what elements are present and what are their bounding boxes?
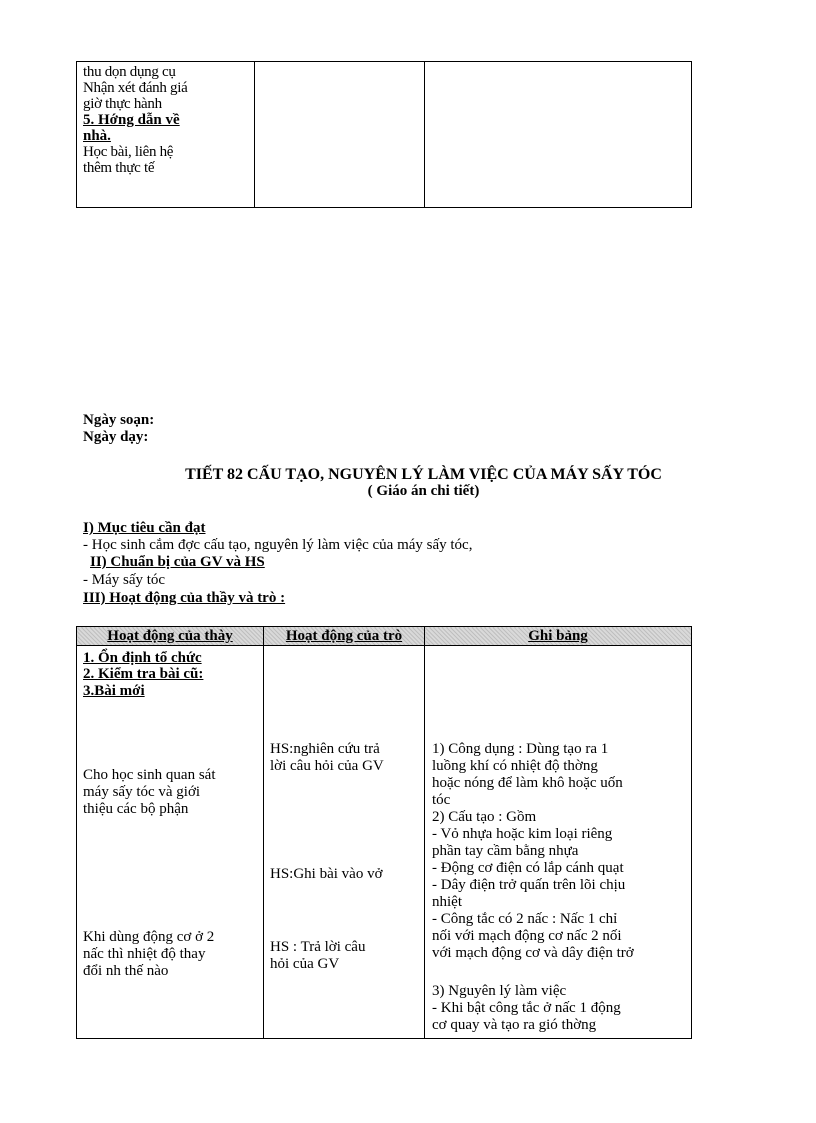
text-line: thu dọn dụng cụ (83, 64, 176, 80)
date-taught-label: Ngày dạy: (83, 429, 149, 445)
section-1-text: - Học sinh cắm đợc cấu tạo, nguyên lý làm việc của máy sấy tóc, (83, 537, 473, 553)
text-line: thêm thực tế (83, 160, 155, 176)
teacher-text-line: nấc thì nhiệt độ thay (83, 946, 206, 962)
continuation-col-student (255, 62, 425, 208)
teacher-text-line: Khi dùng động cơ ở 2 (83, 929, 215, 945)
section-2-heading: II) Chuẩn bị của GV và HS (90, 554, 265, 570)
student-text-line: HS:Ghi bài vào vở (270, 866, 383, 882)
lesson-subtitle: ( Giáo án chi tiết) (367, 483, 480, 499)
board-text-line: với mạch động cơ và dây điện trở (432, 945, 634, 961)
teacher-activity-cell (77, 646, 264, 1039)
teacher-text-line: thiệu các bộ phận (83, 801, 189, 817)
board-text-line: - Khi bật công tắc ở nấc 1 động (432, 1000, 621, 1016)
board-text-line: 2) Cấu tạo : Gồm (432, 809, 537, 825)
board-text-line: nối với mạch động cơ nấc 2 nối (432, 928, 622, 944)
header-teacher-activity: Hoạt động của thày (77, 627, 264, 646)
continuation-col-board (425, 62, 692, 208)
student-activity-cell (264, 646, 425, 1039)
teacher-text-line: máy sấy tóc và giới (83, 784, 201, 800)
homework-heading: 5. Hớng dẫn về (83, 112, 180, 128)
section-1-heading: I) Mục tiêu cần đạt (83, 520, 206, 536)
board-text-line: phần tay cầm bằng nhựa (432, 843, 579, 859)
header-board-notes: Ghi bảng (425, 627, 692, 646)
board-text-line: - Động cơ điện có lắp cánh quạt (432, 860, 624, 876)
homework-heading-cont: nhà. (83, 128, 111, 144)
step-heading-1: 1. Ổn định tổ chức (83, 650, 202, 666)
header-student-activity: Hoạt động của trò (264, 627, 425, 646)
board-notes-cell (425, 646, 692, 1039)
text-line: giờ thực hành (83, 96, 162, 112)
board-text-line: - Dây điện trở quấn trên lõi chịu (432, 877, 626, 893)
board-text-line: tóc (432, 792, 451, 808)
lesson-title: TIẾT 82 CẤU TẠO, NGUYÊN LÝ LÀM VIỆC CỦA MÁY SẤY TÓC (185, 466, 662, 483)
teacher-text-line: đổi nh thế nào (83, 963, 169, 979)
continuation-col-teacher (77, 62, 255, 208)
board-text-line: cơ quay và tạo ra gió thờng (432, 1017, 597, 1033)
continuation-table (76, 61, 692, 208)
text-line: Học bài, liên hệ (83, 144, 174, 160)
text-line: Nhận xét đánh giá (83, 80, 188, 96)
board-text-line: - Vỏ nhựa hoặc kim loại riêng (432, 826, 613, 842)
board-text-line: 3) Nguyên lý làm việc (432, 983, 567, 999)
step-heading-2: 2. Kiểm tra bài cũ: (83, 666, 204, 682)
date-prepared-label: Ngày soạn: (83, 412, 155, 428)
board-text-line: luồng khí có nhiệt độ thờng (432, 758, 598, 774)
section-3-heading: III) Hoạt động của thầy và trò : (83, 590, 286, 606)
student-text-line: lời câu hỏi của GV (270, 758, 384, 774)
student-text-line: HS : Trả lời câu (270, 939, 366, 955)
student-text-line: HS:nghiên cứu trả (270, 741, 380, 757)
student-text-line: hỏi của GV (270, 956, 340, 972)
board-text-line: nhiệt (432, 894, 462, 910)
section-2-text: - Máy sấy tóc (83, 572, 166, 588)
activities-table (76, 626, 692, 1039)
step-heading-3: 3.Bài mới (83, 683, 145, 699)
board-text-line: - Công tắc có 2 nấc : Nấc 1 chỉ (432, 911, 618, 927)
teacher-text-line: Cho học sinh quan sát (83, 767, 216, 783)
board-text-line: 1) Công dụng : Dùng tạo ra 1 (432, 741, 609, 757)
board-text-line: hoặc nóng để làm khô hoặc uốn (432, 775, 623, 791)
